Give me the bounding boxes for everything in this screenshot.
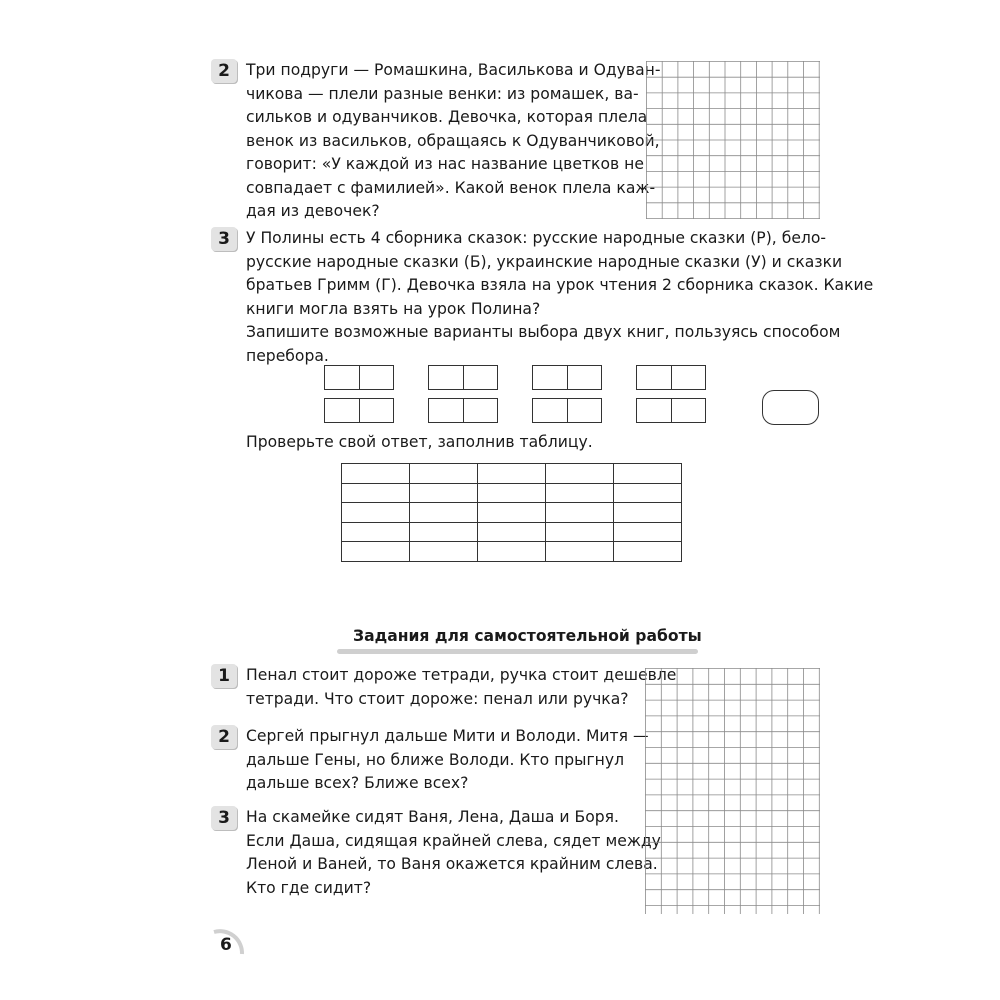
text-line: Пенал стоит дороже тетради, ручка стоит дешевле bbox=[246, 666, 677, 684]
text-line: Сергей прыгнул дальше Мити и Володи. Митя — bbox=[246, 727, 649, 745]
table-cell[interactable] bbox=[342, 483, 410, 503]
text-line: Кто где сидит? bbox=[246, 878, 372, 897]
table-cell[interactable] bbox=[342, 503, 410, 523]
text-line: Три подруги — Ромашкина, Василькова и Одуван- bbox=[246, 61, 661, 79]
table-cell[interactable] bbox=[546, 503, 614, 523]
table-cell[interactable] bbox=[478, 522, 546, 542]
table-cell[interactable] bbox=[410, 542, 478, 562]
graph-paper-grid-top bbox=[646, 61, 820, 219]
answer-pair-box[interactable] bbox=[636, 365, 706, 390]
graph-paper-grid-bottom bbox=[645, 668, 820, 914]
text-line: сильков и одуванчиков. Девочка, которая плела bbox=[246, 108, 648, 126]
text-line: дальше всех? Ближе всех? bbox=[246, 774, 469, 792]
text-line: русские народные сказки (Б), украинские народные сказки (У) и сказки bbox=[246, 252, 843, 271]
text-line: Проверьте свой ответ, заполнив таблицу. bbox=[246, 433, 593, 451]
text-line: чикова — плели разные венки: из ромашек, ва- bbox=[246, 84, 639, 103]
text-line: дальше Гены, но ближе Володи. Кто прыгнул bbox=[246, 750, 625, 769]
table-cell[interactable] bbox=[614, 542, 682, 562]
text-line: Запишите возможные варианты выбора двух книг, пользуясь способом bbox=[246, 323, 841, 341]
grid-lines bbox=[646, 61, 820, 219]
text-line: совпадает с фамилией». Какой венок плела каж- bbox=[246, 178, 656, 197]
section-title: Задания для самостоятельной работы bbox=[353, 627, 702, 645]
text-line: У Полины есть 4 сборника сказок: русские народные сказки (Р), бело- bbox=[246, 229, 827, 247]
text-line: Леной и Ваней, то Ваня окажется крайним слева. bbox=[246, 855, 658, 873]
text-line: братьев Гримм (Г). Девочка взяла на урок чтения 2 сборника сказок. Какие bbox=[246, 276, 874, 294]
task-number-badge: 1 bbox=[211, 664, 237, 688]
table-cell[interactable] bbox=[546, 483, 614, 503]
table-cell[interactable] bbox=[614, 464, 682, 484]
table-cell[interactable] bbox=[546, 522, 614, 542]
text-line: дая из девочек? bbox=[246, 202, 380, 220]
grid-lines bbox=[645, 668, 820, 914]
check-instruction bbox=[246, 431, 593, 455]
table-cell[interactable] bbox=[546, 464, 614, 484]
table-row bbox=[342, 464, 682, 484]
task-3-text bbox=[246, 227, 874, 368]
table-cell[interactable] bbox=[614, 503, 682, 523]
task-number-badge: 2 bbox=[211, 725, 237, 749]
table-row bbox=[342, 542, 682, 562]
answer-pair-box[interactable] bbox=[428, 365, 498, 390]
task-number-badge: 3 bbox=[211, 227, 237, 251]
table-cell[interactable] bbox=[342, 542, 410, 562]
self-task-1-text bbox=[246, 664, 677, 711]
answer-pair-box[interactable] bbox=[324, 365, 394, 390]
text-line: тетради. Что стоит дороже: пенал или ручка? bbox=[246, 689, 629, 708]
section-divider bbox=[337, 649, 698, 654]
table-row bbox=[342, 483, 682, 503]
answer-pair-box[interactable] bbox=[428, 398, 498, 423]
table-cell[interactable] bbox=[410, 522, 478, 542]
text-line: На скамейке сидят Ваня, Лена, Даша и Боря. bbox=[246, 808, 619, 826]
table-cell[interactable] bbox=[478, 464, 546, 484]
text-line: перебора. bbox=[246, 346, 329, 365]
text-line: книги могла взять на урок Полина? bbox=[246, 299, 541, 318]
table-cell[interactable] bbox=[410, 464, 478, 484]
task-2-text bbox=[246, 59, 661, 224]
answer-count-box[interactable] bbox=[762, 390, 819, 425]
table-cell[interactable] bbox=[478, 542, 546, 562]
page-number: 6 bbox=[220, 935, 232, 955]
answer-pair-box[interactable] bbox=[532, 398, 602, 423]
text-line: венок из васильков, обращаясь к Одуванчиковой, bbox=[246, 131, 660, 150]
check-table bbox=[341, 463, 682, 562]
table-cell[interactable] bbox=[342, 464, 410, 484]
answer-pair-box[interactable] bbox=[532, 365, 602, 390]
table-cell[interactable] bbox=[614, 483, 682, 503]
table-cell[interactable] bbox=[342, 522, 410, 542]
table-cell[interactable] bbox=[478, 483, 546, 503]
self-task-3-text bbox=[246, 806, 661, 900]
task-number-badge: 3 bbox=[211, 806, 237, 830]
table-row bbox=[342, 503, 682, 523]
table-cell[interactable] bbox=[478, 503, 546, 523]
task-number-badge: 2 bbox=[211, 59, 237, 83]
table-cell[interactable] bbox=[614, 522, 682, 542]
table-cell[interactable] bbox=[410, 503, 478, 523]
answer-pair-box[interactable] bbox=[636, 398, 706, 423]
self-task-2-text bbox=[246, 725, 649, 796]
table-cell[interactable] bbox=[410, 483, 478, 503]
text-line: Если Даша, сидящая крайней слева, сядет между bbox=[246, 831, 661, 850]
table-row bbox=[342, 522, 682, 542]
answer-pair-box[interactable] bbox=[324, 398, 394, 423]
table-cell[interactable] bbox=[546, 542, 614, 562]
text-line: говорит: «У каждой из нас название цветков не bbox=[246, 155, 644, 173]
